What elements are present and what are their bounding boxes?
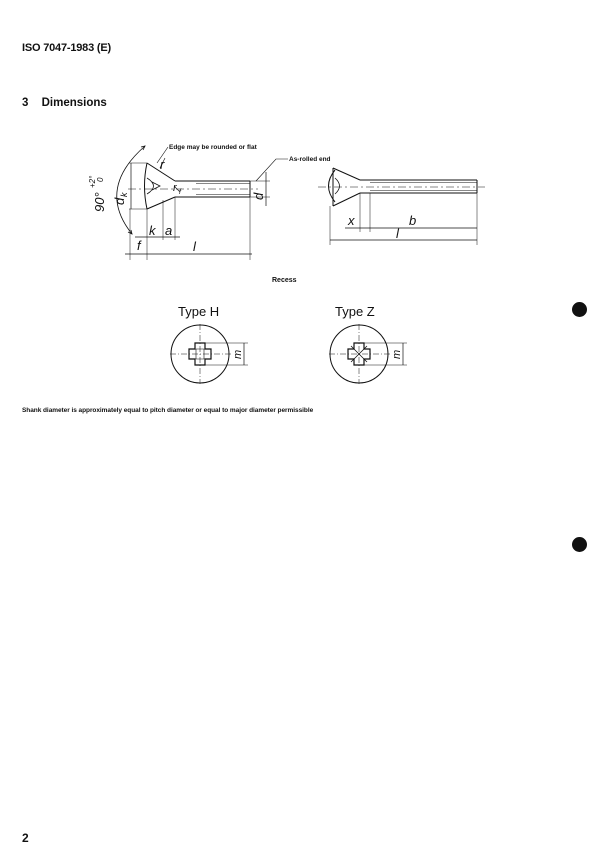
edge-callout: Edge may be rounded or flat — [169, 144, 257, 151]
svg-text:k: k — [119, 192, 129, 197]
right-screw-drawing — [318, 168, 485, 245]
svg-text:r: r — [173, 182, 177, 194]
right-l-label: l — [396, 226, 399, 241]
svg-text:+2°: +2° — [88, 175, 97, 188]
shank-diameter-note: Shank diameter is approximately equal to pitch diameter or equal to major diameter permissible — [22, 407, 314, 414]
type-z-m-label — [391, 350, 403, 359]
svg-text:d: d — [112, 197, 127, 205]
b-label: b — [409, 213, 417, 228]
type-h-m-label — [232, 350, 244, 359]
svg-text:90°: 90° — [92, 192, 107, 212]
svg-text:m: m — [391, 349, 403, 359]
x-label: x — [348, 213, 355, 228]
dk-label — [112, 192, 129, 205]
k-label: k — [149, 223, 156, 238]
svg-text:0: 0 — [96, 177, 105, 182]
svg-text:m: m — [232, 349, 244, 359]
section-number: 3 — [22, 97, 29, 109]
end-callout: As-rolled end — [289, 156, 331, 163]
margin-bullet-lower — [572, 537, 587, 552]
page-number: 2 — [22, 831, 29, 845]
svg-text:d: d — [251, 192, 266, 200]
angle-label — [88, 175, 107, 212]
f-label: f — [137, 238, 141, 253]
recess-title: Recess — [272, 277, 297, 284]
d-label — [251, 192, 266, 200]
margin-bullet-upper — [572, 302, 587, 317]
type-h-label: Type H — [178, 304, 220, 319]
svg-text:f: f — [179, 189, 181, 196]
type-z-label: Type Z — [335, 304, 375, 319]
standard-identifier: ISO 7047-1983 (E) — [22, 42, 111, 54]
section-title: Dimensions — [41, 97, 107, 109]
r-label: r — [160, 157, 165, 172]
a-label: a — [165, 223, 173, 238]
left-l-label: l — [193, 239, 196, 254]
left-screw-drawing — [117, 146, 288, 260]
